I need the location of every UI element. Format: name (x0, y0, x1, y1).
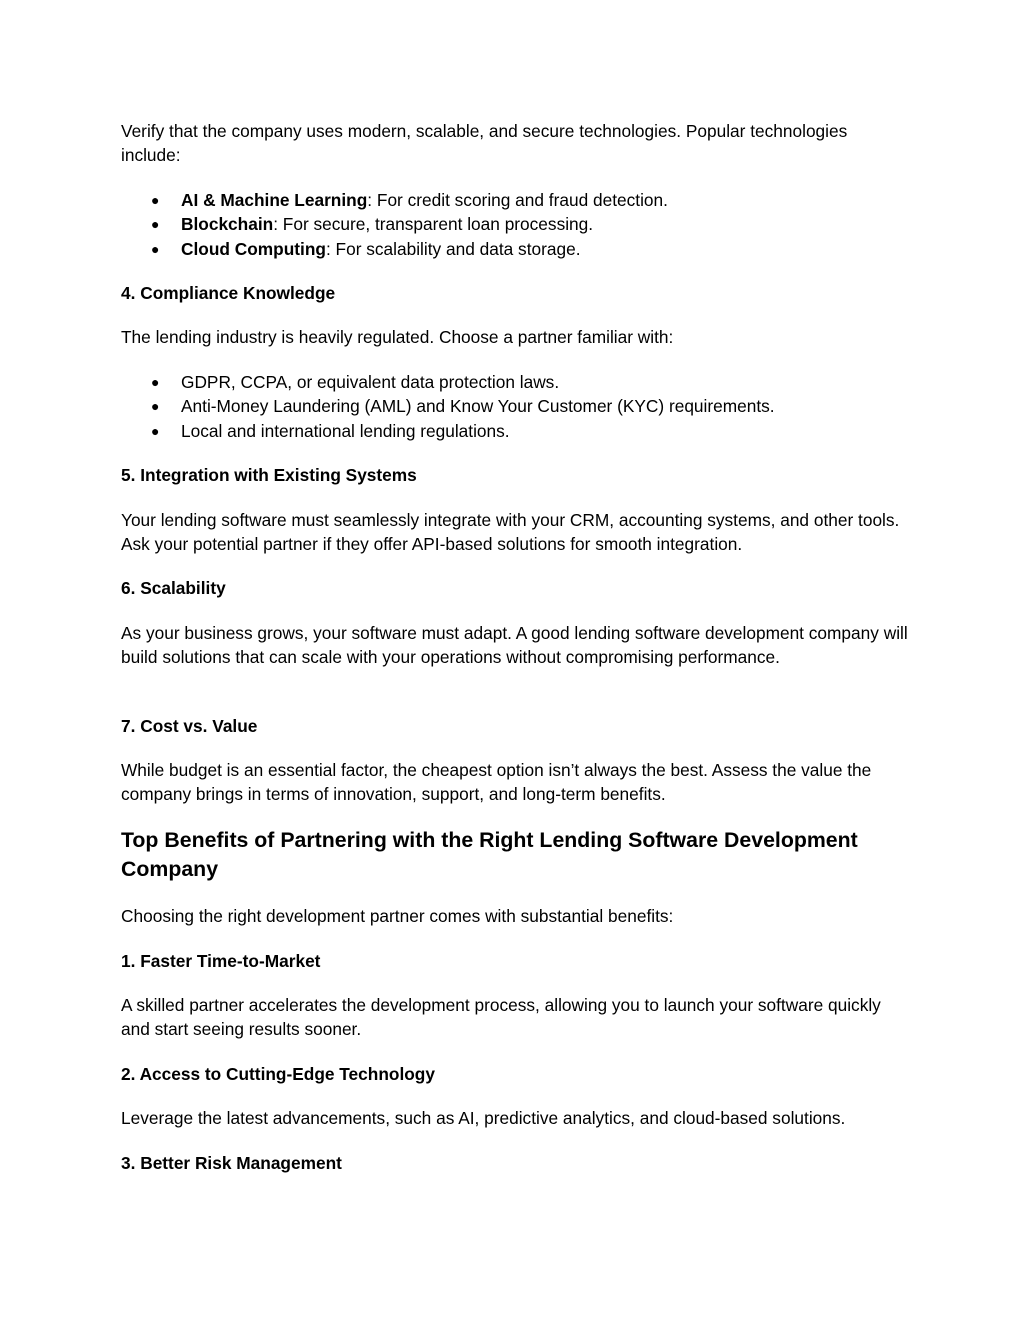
benefits-heading: Top Benefits of Partnering with the Right Lending Software Development Company (121, 828, 858, 881)
benefit-heading-technology: 2. Access to Cutting-Edge Technology (121, 1064, 435, 1084)
list-item (121, 237, 911, 261)
cost-paragraph: While budget is an essential factor, the cheapest option isn’t always the best. Assess the value the company brings in terms of innovation, support, and long-term benefits. (121, 760, 872, 805)
benefit-paragraph-technology: Leverage the latest advancements, such as AI, predictive analytics, and cloud-based solutions. (121, 1108, 846, 1128)
integration-paragraph: Your lending software must seamlessly integrate with your CRM, accounting systems, and other tools. Ask your potential partner if they offer API-based solutions for smooth integration. (121, 510, 900, 555)
compliance-list (121, 370, 911, 443)
benefits-intro: Choosing the right development partner comes with substantial benefits: (121, 906, 674, 926)
list-item-desc: : For scalability and data storage. (325, 238, 581, 259)
list-item-text: Local and international lending regulations. (181, 420, 510, 441)
bullet-icon: ● (151, 192, 160, 208)
bullet-icon: ● (151, 240, 160, 257)
list-item-desc: : For secure, transparent loan processing. (273, 214, 594, 235)
list-item-desc: : For credit scoring and fraud detection. (367, 190, 668, 210)
scalability-paragraph: As your business grows, your software must adapt. A good lending software development company will build solutions that can scale with your operations without compromising performance. (121, 623, 908, 668)
list-item (121, 394, 911, 418)
list-item (121, 212, 911, 236)
list-item-term: AI & Machine Learning (181, 190, 368, 210)
section-heading-scalability: 6. Scalability (121, 578, 226, 598)
benefit-heading-risk: 3. Better Risk Management (121, 1153, 342, 1173)
list-item-text: Anti-Money Laundering (AML) and Know Your Customer (KYC) requirements. (181, 396, 775, 417)
list-item (121, 370, 911, 394)
bullet-icon: ● (151, 422, 160, 439)
bullet-icon: ● (151, 374, 160, 390)
bullet-icon: ● (151, 216, 160, 233)
list-item-term: Blockchain (181, 214, 274, 235)
bullet-icon: ● (151, 398, 160, 415)
benefit-heading-time-to-market: 1. Faster Time-to-Market (121, 951, 321, 971)
section-heading-compliance: 4. Compliance Knowledge (121, 283, 336, 303)
section-heading-cost: 7. Cost vs. Value (121, 716, 258, 736)
intro-paragraph: Verify that the company uses modern, scalable, and secure technologies. Popular technologies include: (121, 121, 848, 166)
list-item (121, 419, 911, 443)
list-item-text: GDPR, CCPA, or equivalent data protection laws. (181, 372, 560, 392)
technology-list (121, 188, 911, 261)
list-item-term: Cloud Computing (181, 238, 326, 259)
compliance-paragraph: The lending industry is heavily regulated. Choose a partner familiar with: (121, 327, 674, 347)
list-item (121, 188, 911, 212)
section-heading-integration: 5. Integration with Existing Systems (121, 465, 417, 485)
benefit-paragraph-time-to-market: A skilled partner accelerates the development process, allowing you to launch your software quickly and start seeing results sooner. (121, 995, 881, 1040)
